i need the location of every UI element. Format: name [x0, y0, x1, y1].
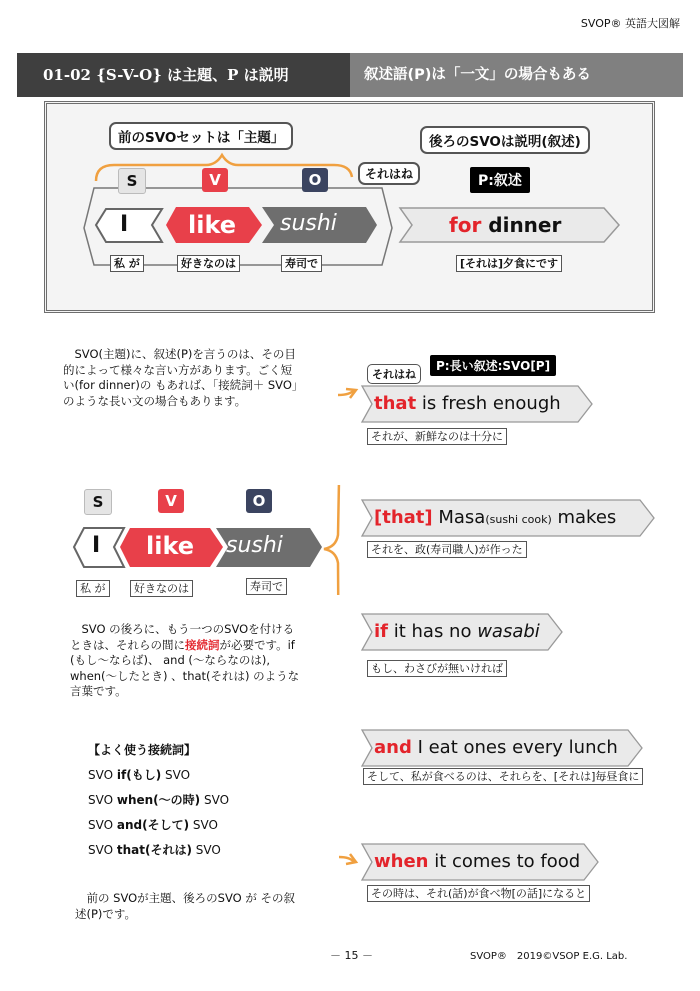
section-title-left: 01-02 {S-V-O} は主題、P は説明 — [17, 53, 350, 97]
mid-gloss-like: 好きなのは — [130, 580, 193, 597]
mid-word-like: like — [146, 532, 195, 560]
item-1-gloss: それが、新鮮なのは十分に — [367, 428, 507, 445]
conjunctions-title: 【よく使う接続詞】 — [88, 743, 197, 757]
p-label: P:叙述 — [470, 167, 530, 193]
mid-gloss-i: 私 が — [76, 580, 110, 597]
mid-s-label: S — [84, 489, 112, 515]
conjunction-that: SVO that(それは) SVO — [88, 843, 221, 857]
item-4-sentence: and I eat ones every lunch — [374, 737, 618, 758]
gloss-sushi: 寿司で — [281, 255, 322, 272]
item-5-gloss: その時は、それ(話)が食べ物[の話]になると — [367, 885, 590, 902]
gloss-for-dinner: [それは]夕食にです — [456, 255, 562, 272]
paragraph-1: SVO(主題)に、叙述(P)を言うのは、その目的によって様々な言い方があります。ごく短い(for dinner)の もあれば、「接続詞＋ SVO」のような長い文の場合もあります。 — [63, 347, 298, 408]
mid-word-sushi: sushi — [226, 533, 283, 558]
word-sushi: sushi — [280, 211, 337, 236]
paragraph-2: SVO の後ろに、もう一つのSVOを付けるときは、それらの間に接続詞が必要です。if (もし～ならば)、 and (～ならなのは), when(～したとき) 、that(それは) のような言葉です。 — [70, 622, 300, 698]
v-label: V — [202, 168, 228, 192]
callout-description: 後ろのSVOは説明(叙述) — [420, 126, 590, 154]
callout-soreha: それはね — [358, 162, 420, 185]
copyright: SVOP® 2019©VSOP E.G. Lab. — [470, 951, 628, 962]
word-i: I — [120, 212, 129, 237]
conjunction-and: SVO and(そして) SVO — [88, 818, 218, 832]
gloss-i: 私 が — [110, 255, 144, 272]
for-dinner: for dinner — [449, 213, 562, 237]
right-soreha: それはね — [367, 364, 421, 384]
s-label: S — [118, 168, 146, 194]
paragraph-3: 前の SVOが主題、後ろのSVO が その叙述(P)です。 — [75, 891, 295, 921]
word-i-shape — [96, 209, 162, 242]
item-1-sentence: that is fresh enough — [374, 393, 561, 414]
mid-word-i: I — [92, 533, 101, 558]
item-3-sentence: if it has no wasabi — [374, 621, 540, 642]
callout-topic: 前のSVOセットは「主題」 — [109, 122, 293, 150]
right-arrows — [360, 384, 660, 904]
section-title-right: 叙述語(P)は「一文」の場合もある — [350, 53, 683, 97]
o-label: O — [302, 168, 328, 192]
word-like: like — [188, 211, 237, 239]
mid-o-label: O — [246, 489, 272, 513]
item-5-sentence: when it comes to food — [374, 851, 581, 872]
p-long-label: P:長い叙述:SVO[P] — [430, 355, 556, 376]
item-4-gloss: そして、私が食べるのは、それらを、[それは]毎昼食に — [363, 768, 643, 785]
mid-v-label: V — [158, 489, 184, 513]
conjunction-if: SVO if(もし) SVO — [88, 768, 191, 782]
mid-gloss-sushi: 寿司で — [246, 578, 287, 595]
item-2-sentence: [that] Masa(sushi cook) makes — [374, 507, 617, 528]
book-title: SVOP® 英語大図解 — [580, 17, 680, 30]
page-number: － 15 － — [330, 949, 373, 962]
item-2-gloss: それを、政(寿司職人)が作った — [367, 541, 527, 558]
item-3-gloss: もし、わさびが無いければ — [367, 660, 507, 677]
gloss-like: 好きなのは — [177, 255, 240, 272]
conjunction-when: SVO when(～の時) SVO — [88, 793, 230, 807]
